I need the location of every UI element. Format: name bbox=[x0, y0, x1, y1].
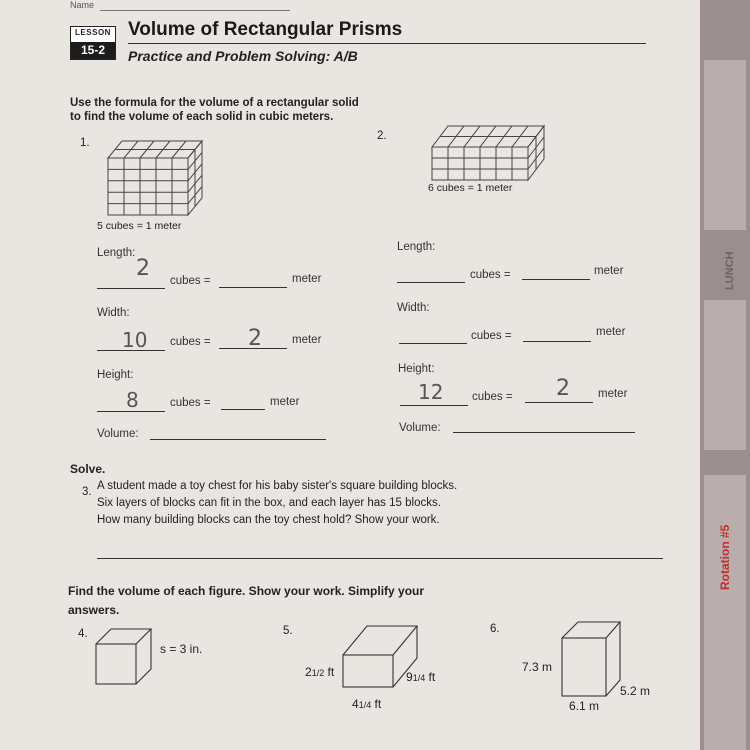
name-line bbox=[100, 10, 290, 11]
p1-width-answer: 10 bbox=[122, 328, 148, 352]
side-card-middle bbox=[704, 300, 746, 450]
p2-height-cubes-blank bbox=[400, 405, 468, 406]
problem-5-width-whole: 4 bbox=[352, 697, 359, 711]
problem-5-width-fraction: 1/4 bbox=[358, 700, 372, 710]
problem-3-answer-line bbox=[97, 558, 663, 559]
problem-2-number: 2. bbox=[377, 130, 387, 142]
problem-4-cube-figure bbox=[94, 627, 154, 687]
p1-length-meter-label: meter bbox=[292, 273, 322, 285]
problem-5-width-unit: ft bbox=[374, 697, 382, 711]
p1-height-meter-label: meter bbox=[270, 396, 300, 408]
problem-5-number: 5. bbox=[283, 625, 293, 637]
problem-6-depth-label: 5.2 m bbox=[620, 684, 651, 698]
problem-6-number: 6. bbox=[490, 623, 500, 635]
p1-length-cubes-blank bbox=[97, 288, 165, 289]
p1-length-cubes-label: cubes = bbox=[170, 275, 211, 287]
problem-3-line2: Six layers of blocks can fit in the box, and each layer has 15 blocks. bbox=[97, 497, 441, 509]
p1-width-meter-label: meter bbox=[292, 334, 322, 346]
p2-height-answer: 12 bbox=[418, 380, 444, 404]
p1-length-label: Length: bbox=[97, 247, 136, 259]
problem-5-depth-fraction: 1/4 bbox=[412, 673, 426, 683]
p1-width-label: Width: bbox=[97, 307, 130, 319]
page-subtitle: Practice and Problem Solving: A/B bbox=[128, 48, 358, 64]
p1-length-meter-blank bbox=[219, 287, 287, 288]
p2-height-meter-answer: 2 bbox=[556, 376, 570, 401]
problem-5-depth-unit: ft bbox=[428, 670, 436, 684]
p2-width-label: Width: bbox=[397, 302, 430, 314]
p2-width-meter-label: meter bbox=[596, 326, 626, 338]
p1-width-cubes-label: cubes = bbox=[170, 336, 211, 348]
side-card-strip bbox=[700, 0, 750, 750]
p2-length-meter-blank bbox=[522, 279, 590, 280]
title-divider bbox=[128, 43, 646, 44]
problem-3-line3: How many building blocks can the toy chest hold? Show your work. bbox=[97, 514, 440, 526]
p2-height-cubes-label: cubes = bbox=[472, 391, 513, 403]
p1-volume-blank bbox=[150, 439, 326, 440]
p2-width-cubes-label: cubes = bbox=[471, 330, 512, 342]
side-card-bottom bbox=[704, 475, 746, 750]
problem-3-line1: A student made a toy chest for his baby sister's square building blocks. bbox=[97, 480, 458, 492]
part2-instruction-line2: answers. bbox=[68, 603, 120, 617]
part1-instruction-line2: to find the volume of each solid in cubic meters. bbox=[70, 111, 334, 123]
problem-6-prism-figure bbox=[560, 620, 626, 700]
lesson-label: LESSON bbox=[75, 28, 111, 37]
p2-length-label: Length: bbox=[397, 241, 436, 253]
problem-5-depth-whole: 9 bbox=[406, 670, 413, 684]
page-title: Volume of Rectangular Prisms bbox=[128, 19, 403, 40]
problem-1-number: 1. bbox=[80, 137, 90, 149]
problem-5-height-label bbox=[305, 665, 334, 679]
part1-instruction-line1: Use the formula for the volume of a rectangular solid bbox=[70, 97, 359, 109]
p2-width-meter-blank bbox=[523, 341, 591, 342]
p1-length-answer: 2 bbox=[136, 256, 150, 281]
p2-height-meter-label: meter bbox=[598, 388, 628, 400]
rotation-label: Rotation #5 bbox=[718, 524, 732, 590]
problem-6-height-label: 7.3 m bbox=[522, 660, 553, 674]
problem-3-number: 3. bbox=[82, 486, 92, 498]
lesson-badge bbox=[70, 26, 116, 60]
p1-volume-label: Volume: bbox=[97, 428, 139, 440]
p2-height-label: Height: bbox=[398, 363, 435, 375]
p2-volume-label: Volume: bbox=[399, 422, 441, 434]
problem-5-width-label bbox=[352, 697, 381, 711]
problem-5-height-whole: 2 bbox=[305, 665, 312, 679]
p2-width-cubes-blank bbox=[399, 343, 467, 344]
lesson-number: 15-2 bbox=[71, 42, 115, 59]
p1-height-label: Height: bbox=[97, 369, 134, 381]
p1-width-meter-answer: 2 bbox=[248, 326, 262, 351]
p2-volume-blank bbox=[453, 432, 635, 433]
problem-1-prism-figure bbox=[100, 136, 205, 221]
p2-length-meter-label: meter bbox=[594, 265, 624, 277]
problem-1-scale: 5 cubes = 1 meter bbox=[97, 220, 182, 232]
problem-5-height-fraction: 1/2 bbox=[311, 668, 325, 678]
p1-height-meter-blank bbox=[221, 409, 265, 410]
part2-instruction-line1: Find the volume of each figure. Show your work. Simplify your bbox=[68, 584, 425, 598]
problem-5-depth-label bbox=[406, 670, 435, 684]
name-label: Name bbox=[70, 0, 95, 10]
p1-height-cubes-label: cubes = bbox=[170, 397, 211, 409]
side-card-top bbox=[704, 60, 746, 230]
problem-4-number: 4. bbox=[78, 628, 88, 640]
problem-2-scale: 6 cubes = 1 meter bbox=[428, 182, 513, 194]
problem-2-prism-figure bbox=[428, 122, 550, 184]
p2-length-cubes-label: cubes = bbox=[470, 269, 511, 281]
lunch-label: LUNCH bbox=[724, 251, 736, 290]
solve-heading: Solve. bbox=[70, 462, 106, 476]
problem-6-width-label: 6.1 m bbox=[569, 699, 600, 713]
p2-height-meter-blank bbox=[525, 402, 593, 403]
problem-5-height-unit: ft bbox=[327, 665, 335, 679]
problem-4-side-label: s = 3 in. bbox=[160, 642, 203, 656]
p2-length-cubes-blank bbox=[397, 282, 465, 283]
p1-height-answer: 8 bbox=[126, 388, 139, 412]
